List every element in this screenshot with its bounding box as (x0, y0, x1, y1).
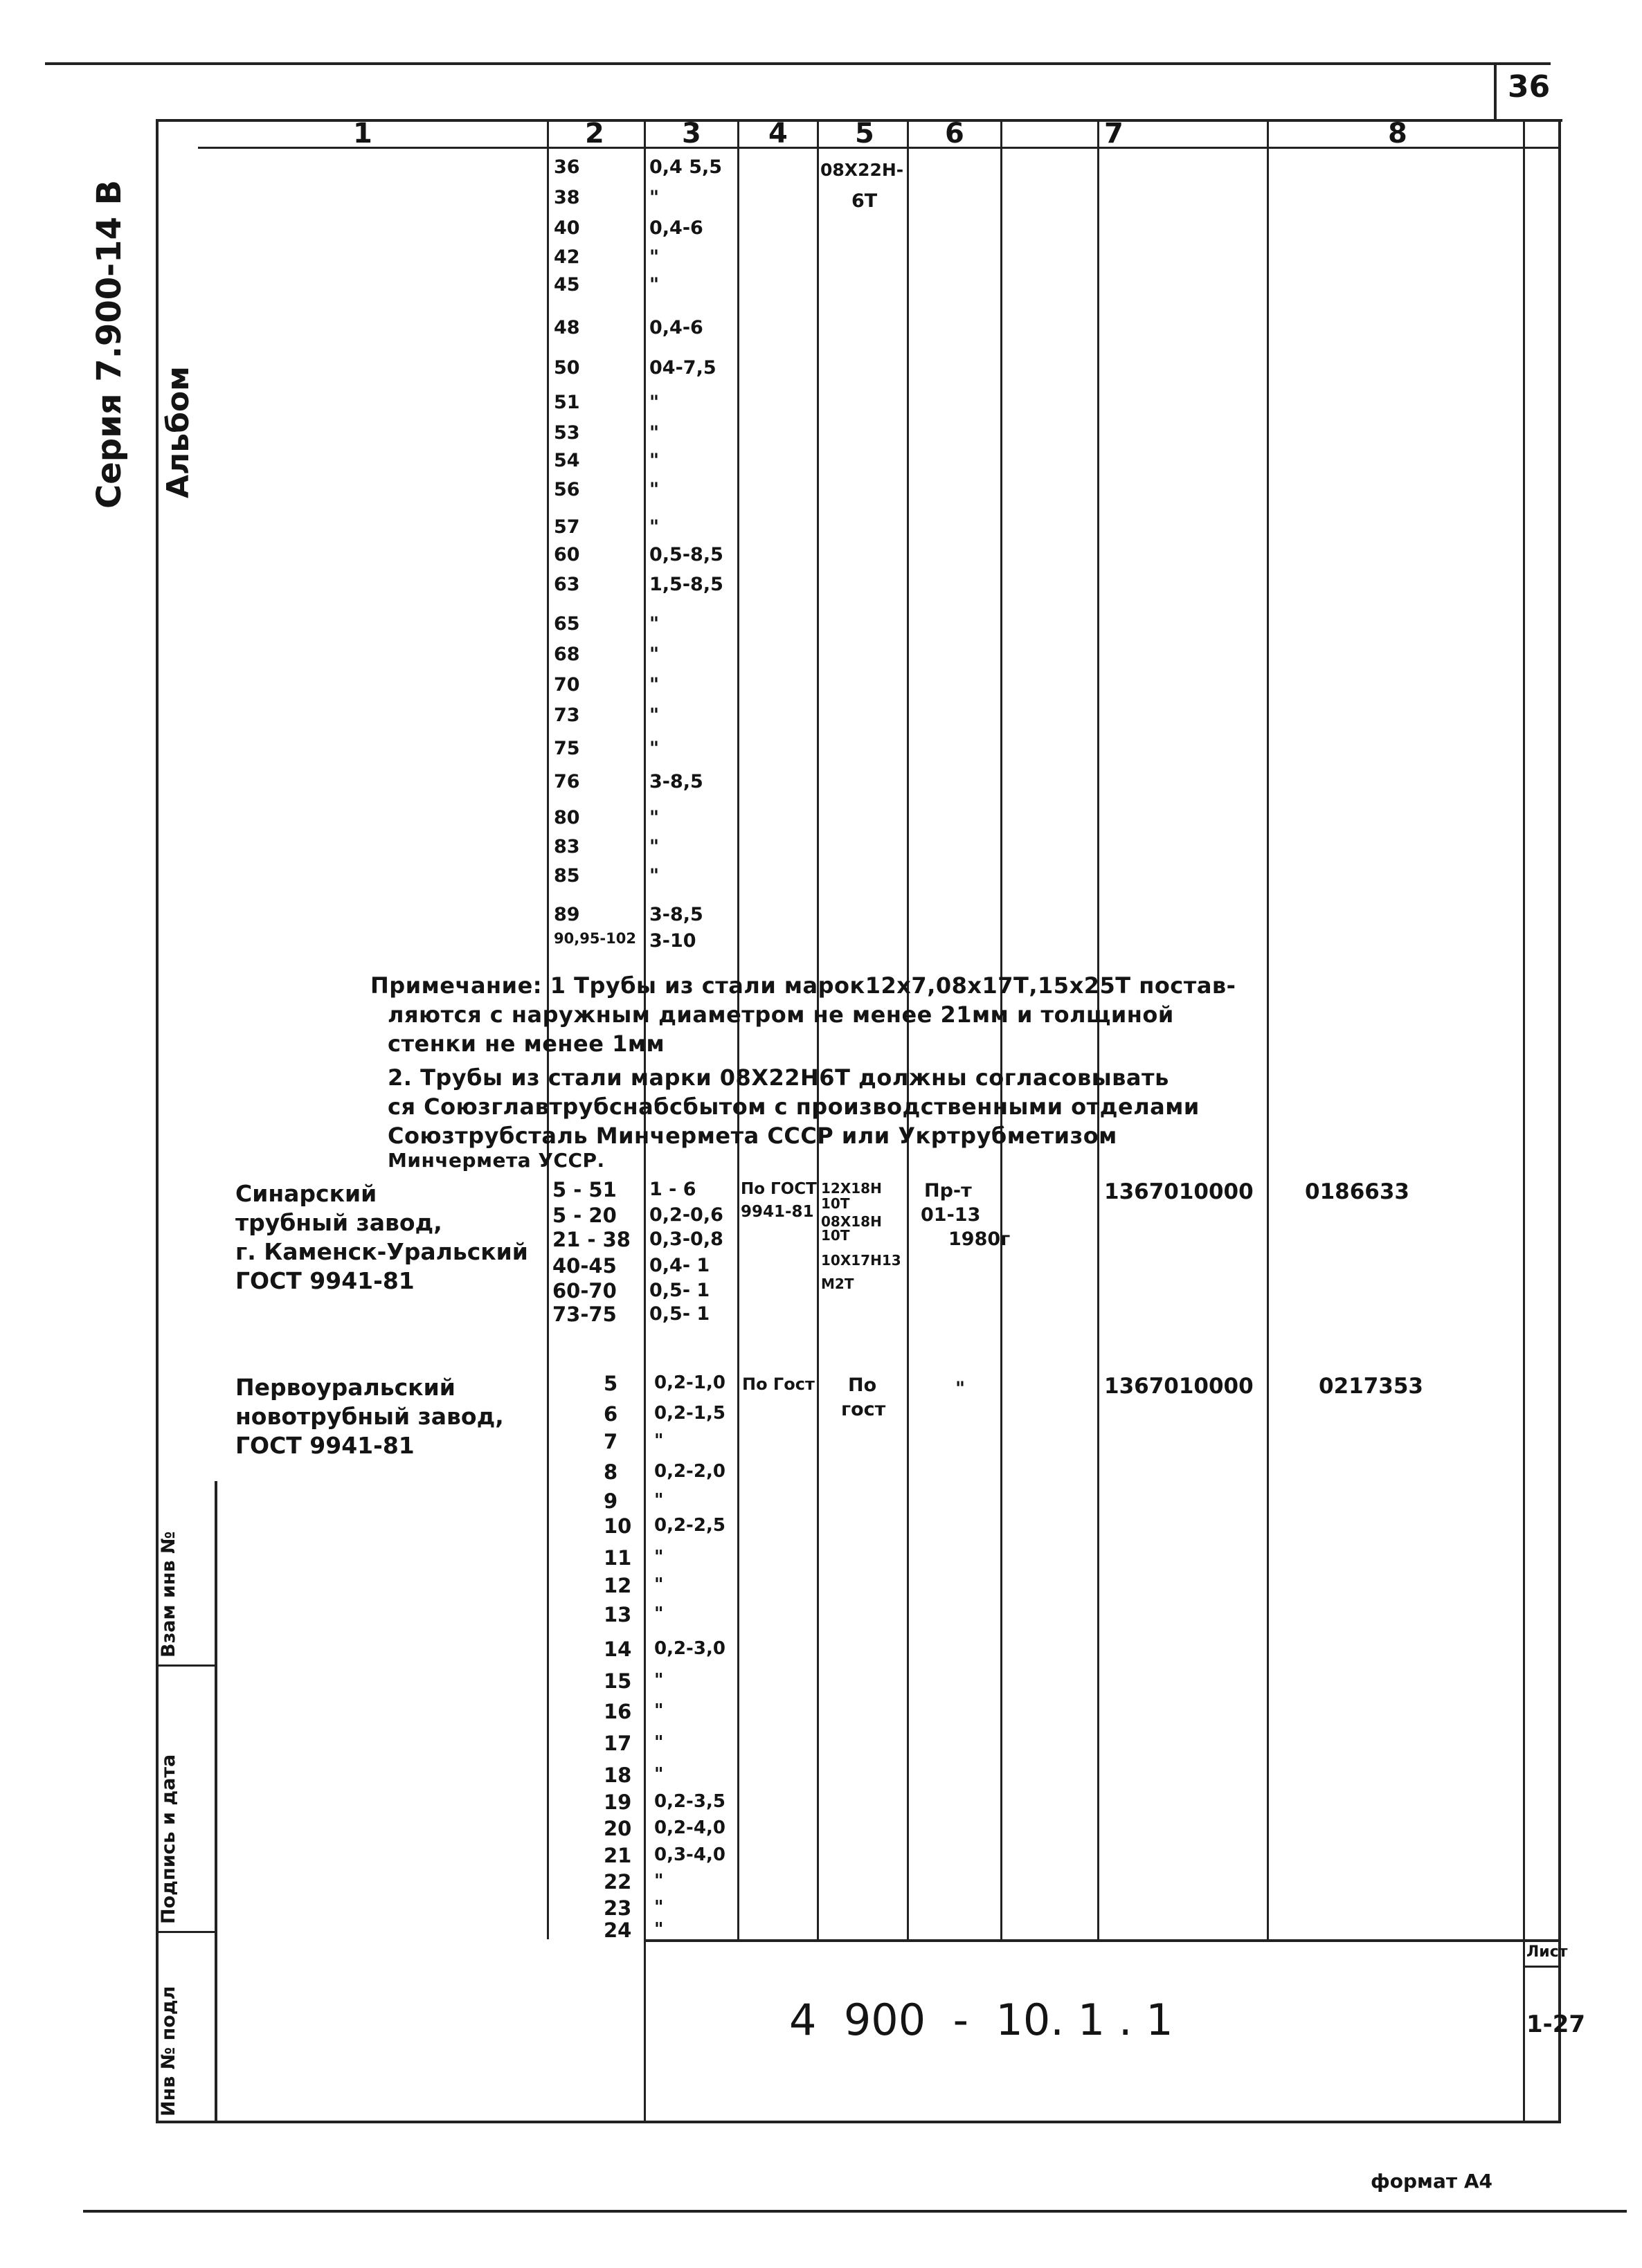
note-line-4: 2. Трубы из стали марки 08Х22Н6Т должны согласовывать (388, 1064, 1169, 1091)
col2-top-23: 85 (554, 865, 580, 887)
col2-top-21: 80 (554, 807, 580, 828)
mfr2-col5-1: По (848, 1375, 877, 1396)
mfr2-col2-row-19: 23 (604, 1896, 632, 1920)
mfr2-col2-row-15: 19 (604, 1790, 632, 1814)
mfr2-col2-row-9: 13 (604, 1603, 632, 1626)
col2-top-7: 50 (554, 357, 580, 379)
col3-top-2: " (649, 187, 660, 208)
mfr2-col2-row-13: 17 (604, 1732, 632, 1755)
col2-top-8: 51 (554, 392, 580, 413)
sheet-label: Лист (1526, 1943, 1568, 1961)
mfr1-col4-1: По ГОСТ (741, 1180, 817, 1198)
mfr2-col2-row-11: 15 (604, 1669, 632, 1693)
header-col-1: 1 (353, 118, 372, 149)
mfr1-col3-row-5: 0,5- 1 (649, 1280, 710, 1301)
mfr1-col5-row-2: 10Т (821, 1195, 850, 1212)
note-line-1: Примечание: 1 Трубы из стали марок12х7,08х17Т,15х25Т постав- (370, 972, 1236, 999)
mfr1-col5-row-5: 10Х17Н13 (821, 1252, 901, 1269)
mfr2-col3-row-7: " (654, 1547, 664, 1568)
col3-top-4: " (649, 246, 660, 268)
doc-code: 4 900 - 10. 1 . 1 (789, 1995, 1173, 2045)
col-line-4 (817, 119, 819, 1939)
mfr2-col3-row-9: " (654, 1604, 664, 1624)
mfr2-col3-row-2: 0,2-1,5 (654, 1403, 725, 1424)
mfr1-name-2: трубный завод, (235, 1209, 442, 1236)
sheet-number: 1-27 (1526, 2011, 1586, 2038)
col3-top-7: 04-7,5 (649, 357, 716, 379)
mfr2-col3-row-13: " (654, 1732, 664, 1753)
album-label: Альбом (161, 365, 196, 498)
mfr1-name-3: г. Каменск-Уральский (235, 1238, 528, 1265)
col-line-7 (1097, 119, 1099, 1939)
mfr2-col3-row-5: " (654, 1490, 664, 1511)
col2-top-12: 57 (554, 516, 580, 538)
mfr2-col3-row-12: " (654, 1700, 664, 1721)
header-col-7: 7 (1104, 118, 1124, 149)
mfr2-col2-row-5: 9 (604, 1489, 618, 1513)
mfr1-col2-row-6: 73-75 (552, 1303, 617, 1326)
col3-top-25: 3-10 (649, 930, 696, 952)
col3-top-18: " (649, 705, 660, 726)
mfr2-col3-row-6: 0,2-2,5 (654, 1515, 725, 1536)
mfr2-col3-row-20: " (654, 1919, 664, 1940)
mfr2-col3-row-19: " (654, 1897, 664, 1918)
col2-top-13: 60 (554, 544, 580, 565)
col3-top-16: " (649, 644, 660, 665)
mfr1-col2-row-1: 5 - 51 (552, 1178, 617, 1201)
note-line-3: стенки не менее 1мм (388, 1031, 665, 1057)
sheet-frame (156, 119, 1561, 2123)
col2-top-22: 83 (554, 836, 580, 858)
col2-top-11: 56 (554, 479, 580, 500)
bottom-rule (83, 2210, 1627, 2213)
col-line-9 (1523, 119, 1525, 1939)
mfr2-col6: " (955, 1378, 966, 1399)
mfr1-col3-row-3: 0,3-0,8 (649, 1228, 723, 1250)
header-col-5: 5 (855, 118, 874, 149)
mfr1-col5-row-1: 12Х18Н (821, 1180, 882, 1197)
strip-div-1 (156, 1664, 215, 1667)
mfr1-name-4: ГОСТ 9941-81 (235, 1267, 415, 1294)
mfr2-col5-2: гост (841, 1399, 886, 1420)
col3-top-23: " (649, 865, 660, 887)
mfr2-name-3: ГОСТ 9941-81 (235, 1432, 415, 1459)
sheet-box-divider (1523, 1966, 1561, 1968)
mfr1-col6-2: 01-13 (921, 1204, 981, 1226)
mfr2-col2-row-16: 20 (604, 1817, 632, 1840)
col3-top-15: " (649, 613, 660, 635)
col3-top-24: 3-8,5 (649, 904, 703, 925)
note-line-7: Минчермета УССР. (388, 1149, 605, 1172)
col3-top-5: " (649, 274, 660, 296)
mfr2-col2-row-14: 18 (604, 1763, 632, 1787)
col3-top-6: 0,4-6 (649, 317, 703, 338)
col-line-8 (1267, 119, 1269, 1939)
col3-top-22: " (649, 836, 660, 858)
mfr2-name-2: новотрубный завод, (235, 1403, 504, 1430)
col2-top-5: 45 (554, 274, 580, 296)
col3-top-11: " (649, 479, 660, 500)
col2-top-25: 90,95-102 (554, 930, 636, 947)
mfr1-col3-row-2: 0,2-0,6 (649, 1204, 723, 1226)
col3-top-8: " (649, 392, 660, 413)
note-line-6: Союзтрубсталь Минчермета СССР или Укртрубметизом (388, 1123, 1117, 1149)
mfr2-col7: 1367010000 (1104, 1374, 1254, 1399)
col2-top-18: 73 (554, 705, 580, 726)
col3-top-1: 0,4 5,5 (649, 156, 723, 178)
mfr1-col3-row-6: 0,5- 1 (649, 1303, 710, 1325)
mfr2-name-1: Первоуральский (235, 1374, 455, 1401)
col2-top-3: 40 (554, 217, 580, 239)
col2-top-10: 54 (554, 450, 580, 471)
col2-top-16: 68 (554, 644, 580, 665)
mfr2-col3-row-3: " (654, 1431, 664, 1451)
mfr2-col3-row-8: " (654, 1575, 664, 1595)
col3-top-3: 0,4-6 (649, 217, 703, 239)
col2-top-17: 70 (554, 674, 580, 696)
mfr1-col4-2: 9941-81 (741, 1203, 814, 1221)
col3-top-13: 0,5-8,5 (649, 544, 723, 565)
mfr2-col2-row-18: 22 (604, 1870, 632, 1894)
mfr2-col3-row-14: " (654, 1764, 664, 1785)
mfr1-col2-row-2: 5 - 20 (552, 1204, 617, 1227)
mfr1-col8: 0186633 (1305, 1179, 1409, 1204)
header-col-6: 6 (945, 118, 964, 149)
note-line-5: ся Союзглавтрубснабсбытом с производственными отделами (388, 1094, 1200, 1120)
col2-top-6: 48 (554, 317, 580, 338)
mfr2-col2-row-8: 12 (604, 1574, 632, 1597)
mfr2-col2-row-3: 7 (604, 1430, 618, 1453)
mfr1-col2-row-4: 40-45 (552, 1254, 617, 1278)
col2-top-19: 75 (554, 738, 580, 759)
mfr2-col2-row-6: 10 (604, 1514, 632, 1538)
mfr2-col3-row-1: 0,2-1,0 (654, 1372, 725, 1393)
col3-top-20: 3-8,5 (649, 771, 703, 792)
mfr2-col2-row-17: 21 (604, 1844, 632, 1867)
col3-top-12: " (649, 516, 660, 538)
col3-top-10: " (649, 450, 660, 471)
col2-top-14: 63 (554, 574, 580, 595)
page-number: 36 (1508, 69, 1551, 105)
col2-top-9: 53 (554, 422, 580, 444)
col-line-3 (737, 119, 739, 1939)
stamp-signature-date: Подпись и дата (158, 1754, 179, 1924)
col-line-5 (907, 119, 909, 1939)
mfr2-col3-row-15: 0,2-3,5 (654, 1791, 725, 1812)
mfr2-col3-row-10: 0,2-3,0 (654, 1638, 725, 1659)
col5-top-1: 08Х22Н- (820, 160, 904, 180)
col-line-2 (644, 119, 646, 1939)
stamp-original-inv: Инв № подл (158, 1986, 179, 2116)
col2-top-15: 65 (554, 613, 580, 635)
col3-top-14: 1,5-8,5 (649, 574, 723, 595)
mfr1-name-1: Синарский (235, 1180, 377, 1207)
mfr1-col2-row-5: 60-70 (552, 1279, 617, 1303)
col-line-1 (547, 119, 549, 1939)
mfr1-col7: 1367010000 (1104, 1179, 1254, 1204)
mfr1-col3-row-1: 1 - 6 (649, 1179, 696, 1200)
mfr2-col3-row-17: 0,3-4,0 (654, 1844, 725, 1865)
mfr2-col2-row-4: 8 (604, 1460, 618, 1484)
mfr2-col2-row-12: 16 (604, 1700, 632, 1723)
mfr1-col5-row-4: 10Т (821, 1227, 850, 1244)
col2-top-2: 38 (554, 187, 580, 208)
stamp-replaced-inv: Взам инв № (158, 1531, 179, 1658)
col2-top-1: 36 (554, 156, 580, 178)
col2-top-4: 42 (554, 246, 580, 268)
mfr1-col5-row-6: М2Т (821, 1276, 854, 1292)
series-label: Серия 7.900-14 В (90, 179, 129, 509)
mfr1-col6-3: 1980г (948, 1228, 1011, 1250)
col3-top-19: " (649, 738, 660, 759)
mfr2-col2-row-1: 5 (604, 1372, 618, 1395)
mfr2-col2-row-20: 24 (604, 1918, 632, 1942)
mfr2-col2-row-7: 11 (604, 1546, 632, 1570)
header-col-2: 2 (585, 118, 604, 149)
header-col-3: 3 (682, 118, 701, 149)
top-rule (45, 62, 1551, 65)
col3-top-17: " (649, 674, 660, 696)
mfr1-col2-row-3: 21 - 38 (552, 1228, 631, 1251)
mfr2-col8: 0217353 (1319, 1374, 1423, 1399)
note-line-2: ляются с наружным диаметром не менее 21мм и толщиной (388, 1001, 1174, 1028)
header-col-4: 4 (768, 118, 788, 149)
col2-top-20: 76 (554, 771, 580, 792)
mfr2-col3-row-18: " (654, 1871, 664, 1891)
mfr1-col6-1: Пр-т (924, 1180, 972, 1201)
mfr2-col3-row-4: 0,2-2,0 (654, 1461, 725, 1482)
mfr2-col3-row-16: 0,2-4,0 (654, 1817, 725, 1838)
header-col-8: 8 (1388, 118, 1407, 149)
mfr2-col2-row-2: 6 (604, 1402, 618, 1426)
mfr1-col5-row-3: 08Х18Н (821, 1213, 882, 1230)
format-label: формат А4 (1371, 2170, 1492, 2193)
col3-top-21: " (649, 807, 660, 828)
mfr2-col3-row-11: " (654, 1670, 664, 1691)
header-row-line (198, 147, 1561, 149)
col-line-6 (1000, 119, 1002, 1939)
col5-top-2: 6Т (851, 190, 878, 212)
mfr1-col3-row-4: 0,4- 1 (649, 1255, 710, 1276)
mfr2-col4: По Гост (742, 1375, 815, 1394)
mfr2-col2-row-10: 14 (604, 1638, 632, 1661)
col3-top-9: " (649, 422, 660, 444)
strip-div-2 (156, 1931, 215, 1933)
col2-top-24: 89 (554, 904, 580, 925)
